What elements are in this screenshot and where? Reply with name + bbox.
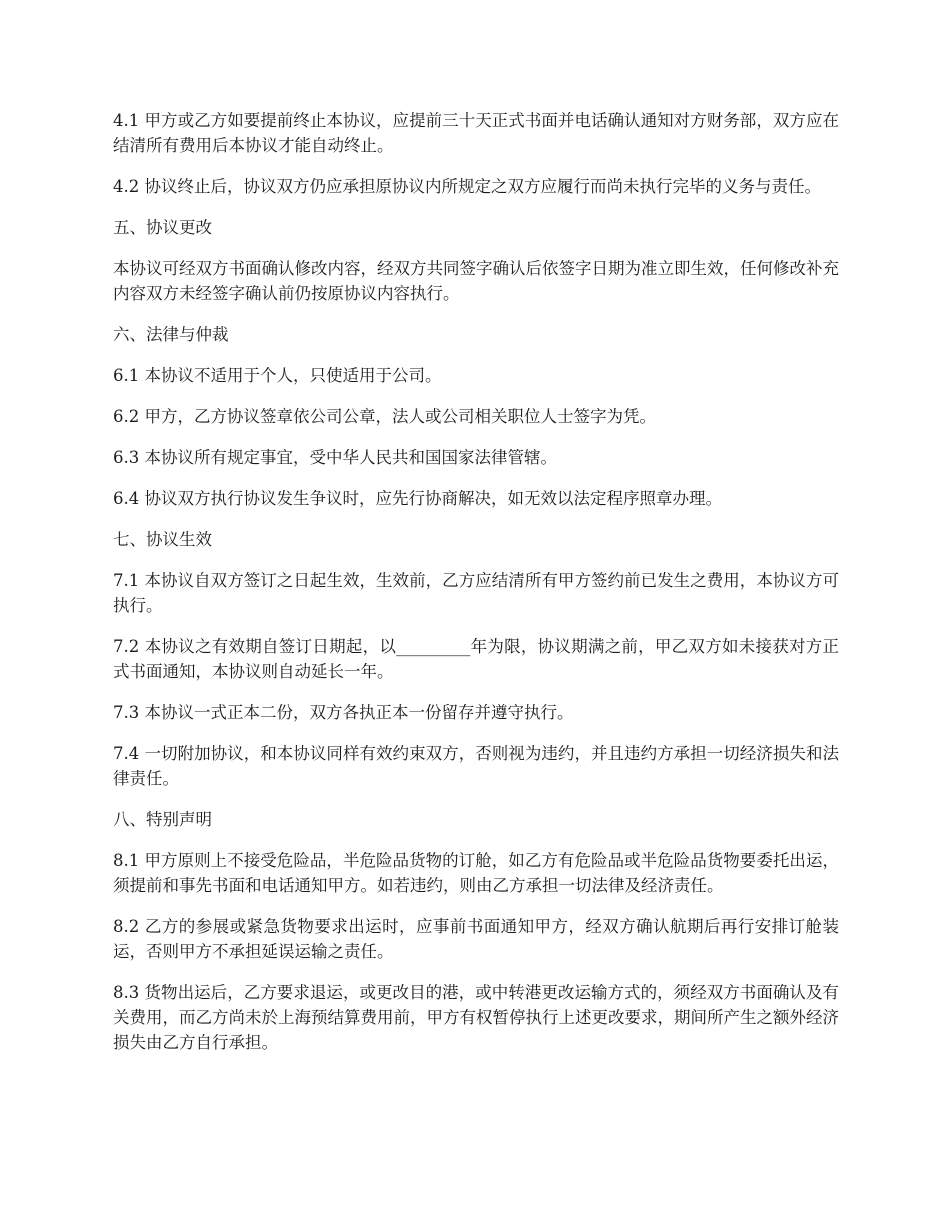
section-5-body: 本协议可经双方书面确认修改内容，经双方共同签字确认后依签字日期为准立即生效，任何修改补充内容双方未经签字确认前仍按原协议内容执行。 bbox=[113, 259, 839, 303]
clause-6-1: 6.1 本协议不适用于个人，只使适用于公司。 bbox=[113, 366, 442, 385]
section-6-heading: 六、法律与仲裁 bbox=[113, 325, 229, 344]
clause-4-2: 4.2 协议终止后，协议双方仍应承担原协议内所规定之双方应履行而尚未执行完毕的义务与责任。 bbox=[113, 177, 821, 196]
clause-7-3: 7.3 本协议一式正本二份，双方各执正本一份留存并遵守执行。 bbox=[113, 703, 574, 722]
clause-6-3: 6.3 本协议所有规定事宜，受中华人民共和国国家法律管辖。 bbox=[113, 448, 557, 467]
section-8-heading: 八、特别声明 bbox=[113, 810, 212, 829]
document-body bbox=[113, 108, 839, 1071]
clause-8-1: 8.1 甲方原则上不接受危险品，半危险品货物的订舱，如乙方有危险品或半危险品货物要委托出运，须提前和事先书面和电话通知甲方。如若违约，则由乙方承担一切法律及经济责任。 bbox=[113, 851, 839, 895]
clause-4-1: 4.1 甲方或乙方如要提前终止本协议，应提前三十天正式书面并电话确认通知对方财务部，双方应在结清所有费用后本协议才能自动终止。 bbox=[113, 111, 839, 155]
clause-7-2: 7.2 本协议之有效期自签订日期起，以_________年为限，协议期满之前，甲乙双方如未接获对方正式书面通知，本协议则自动延长一年。 bbox=[113, 637, 839, 681]
clause-7-4: 7.4 一切附加协议，和本协议同样有效约束双方，否则视为违约，并且违约方承担一切经济损失和法律责任。 bbox=[113, 744, 839, 788]
clause-8-2: 8.2 乙方的参展或紧急货物要求出运时，应事前书面通知甲方，经双方确认航期后再行安排订舱装运，否则甲方不承担延误运输之责任。 bbox=[113, 917, 839, 961]
section-5-heading: 五、协议更改 bbox=[113, 218, 212, 237]
section-7-heading: 七、协议生效 bbox=[113, 530, 212, 549]
clause-7-1: 7.1 本协议自双方签订之日起生效，生效前，乙方应结清所有甲方签约前已发生之费用，本协议方可执行。 bbox=[113, 571, 839, 615]
clause-6-4: 6.4 协议双方执行协议发生争议时，应先行协商解决，如无效以法定程序照章办理。 bbox=[113, 489, 722, 508]
clause-8-3: 8.3 货物出运后，乙方要求退运，或更改目的港，或中转港更改运输方式的，须经双方书面确认及有关费用，而乙方尚未於上海预结算费用前，甲方有权暂停执行上述更改要求，期间所产生之额外经济损失由乙方自行承担。 bbox=[113, 983, 839, 1052]
clause-6-2: 6.2 甲方，乙方协议签章依公司公章，法人或公司相关职位人士签字为凭。 bbox=[113, 407, 656, 426]
